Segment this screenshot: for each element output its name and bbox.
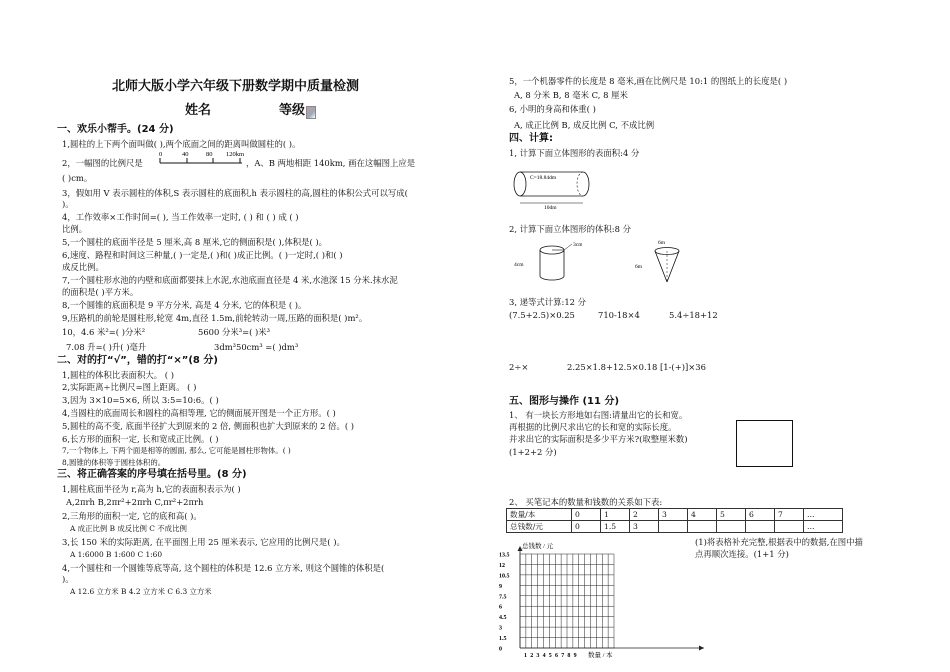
s5-question-1c: 并求出它的实际面积是多少平方米?(取整厘米数) (509, 434, 688, 444)
scale-tick-40: 40 (182, 151, 189, 158)
table-cell (717, 521, 746, 533)
s1-question-2a: 2，一幅图的比例尺是 (62, 158, 143, 168)
s1-question-8: 8,一个圆锥的底面积是 9 平方分米, 高是 4 分米, 它的体积是 ( )。 (62, 300, 307, 310)
table-row (507, 521, 843, 533)
cylinder-circumference-label: C=18.84dm (530, 175, 557, 181)
grid-xtick-label: 9 (573, 653, 577, 659)
grid-xtick-label: 6 (555, 653, 558, 659)
s1-question-5: 5,一个圆柱的底面半径是 5 厘米,高 8 厘米,它的侧面积是( ),体积是( )。 (62, 237, 328, 247)
cone-height-label: 6m (635, 264, 643, 270)
table-cell: 2 (630, 509, 659, 521)
s3-question-3: 3,长 150 米的实际距离, 在平面图上用 25 厘米表示, 它应用的比例尺是( )。 (62, 537, 345, 547)
table-cell: 0 (572, 521, 601, 533)
s5-note-2: 点再顺次连接。(1+1 分) (695, 549, 789, 559)
grid-xtick-label: 2 (530, 653, 534, 659)
s1-question-3b: )。 (62, 199, 74, 209)
s3-question-4a: 4,一个圆柱和一个圆锥等底等高, 这个圆柱的体积是 12.6 立方米, 则这个圆锥的体积是( (62, 563, 385, 573)
s3-question-4-options: A 12.6 立方米 B 4.2 立方米 C 6.3 立方米 (70, 587, 212, 596)
s2-item-6: 6,长方形的面积一定, 长和宽成正比例。( ) (62, 434, 219, 444)
s1-question-10b: 5600 分米³=( )米³ (198, 327, 271, 337)
s2-item-4: 4,当圆柱的底面周长和圆柱的高相等理, 它的侧面展开图是一个正方形。( ) (62, 408, 336, 418)
short-cylinder-figure-icon (512, 238, 582, 288)
s2-item-1: 1,圆柱的体积比表面积大。 ( ) (62, 370, 174, 380)
table-cell: 总钱数/元 (507, 521, 572, 533)
expression-6: [1-(+)]×36 (660, 362, 706, 372)
s5-question-1b: 再根据的比例尺求出它的长和宽的实际长度。 (509, 422, 677, 432)
x-axis-arrow-icon (699, 646, 704, 651)
grade-label: 等级 (279, 103, 306, 118)
grid-xlabel: 数量 / 本 (588, 652, 613, 659)
s5-question-2: 2、 买笔记本的数量和钱数的关系如下表: (509, 497, 663, 507)
table-cell: 4 (688, 509, 717, 521)
table-cell: 3 (659, 509, 688, 521)
s1-question-4b: 比例。 (62, 224, 88, 234)
cylinder-length-label: 10dm (544, 205, 557, 211)
expression-4: 2÷× (509, 362, 529, 372)
grid-ytick-label: 13.5 (499, 552, 510, 559)
grid-ytick-label: 4.5 (499, 615, 507, 622)
table-cell (746, 521, 775, 533)
s3-question-5: 5，一个机器零件的长度是 8 毫米,画在比例尺是 10:1 的图纸上的长度是( ) (509, 76, 788, 86)
s3-question-4b: )。 (62, 574, 74, 584)
section-3-heading: 三、将正确答案的序号填在括号里。(8 分) (57, 469, 247, 480)
short-cylinder-radius-label: 3cm (573, 242, 582, 248)
table-cell: 数量/本 (507, 509, 572, 521)
table-cell (775, 521, 804, 533)
table-cell: 1 (601, 509, 630, 521)
short-cylinder-height-label: 4cm (514, 262, 524, 268)
table-cell: 0 (572, 509, 601, 521)
s1-question-7a: 7,一个圆柱形水池的内壁和底面都要抹上水泥,水池底面直径是 4 米,水池深 15 分米.抹水泥 (62, 275, 398, 285)
grid-ytick-label: 6 (499, 604, 502, 611)
table-cell: 7 (775, 509, 804, 521)
scale-tick-80: 80 (206, 151, 213, 158)
grid-xtick-label: 8 (567, 653, 571, 659)
grid-ytick-label: 12 (499, 562, 505, 569)
s2-item-5: 5,圆柱的高不变, 底面半径扩大到原来的 2 倍, 侧面积也扩大到原来的 2 倍。( ) (62, 421, 355, 431)
table-cell: 3 (630, 521, 659, 533)
s4-question-3: 3, 递等式计算:12 分 (509, 297, 587, 307)
expression-5: 2.25×1.8+12.5×0.18 (567, 362, 658, 372)
s2-item-8: 8,圆锥的体积等于圆柱体积的。 (62, 458, 166, 467)
cone-diameter-label: 6m (658, 240, 666, 246)
small-picture-icon (306, 106, 316, 119)
scale-tick-120: 120km (226, 151, 245, 158)
expression-2: 710-18×4 (598, 310, 640, 320)
s3-question-2-options: A 成正比例 B 成反比例 C 不成比例 (70, 524, 187, 533)
s5-note-1: (1)将表格补充完整,根据表中的数据,在图中描 (695, 537, 863, 547)
s3-question-1: 1,圆柱底面半径为 r,高为 h,它的表面积表示为( ) (62, 484, 241, 494)
scale-bar-icon (150, 149, 250, 169)
grid-ytick-label: 0 (499, 646, 502, 653)
s3-question-3-options: A 1:6000 B 1:600 C 1:60 (70, 550, 163, 559)
s1-question-9: 9,压路机的前轮是圆柱形,轮宽 4m,直径 1.5m,前轮转动一周,压路的面积是( )m²。 (62, 313, 368, 323)
grid-ytick-label: 1.5 (499, 636, 507, 643)
s1-question-10a: 10，4.6 米²=( )分米² (62, 327, 146, 337)
grid-xtick-label: 3 (536, 653, 540, 659)
s1-question-2b: ，A、B 两地相距 140km, 画在这幅图上应是 (246, 158, 416, 168)
table-cell: 5 (717, 509, 746, 521)
s1-question-10d: 3dm³50cm³ =( )dm³ (214, 342, 299, 352)
s1-question-6b: 成反比例。 (62, 262, 104, 272)
s4-question-2: 2, 计算下面立体图形的体积:8 分 (509, 224, 631, 234)
s1-question-4a: 4，工作效率×工作时间=( ), 当工作效率一定时, ( ) 和 ( ) 成 ( ) (62, 212, 299, 222)
s1-question-10c: 7.08 升=( )升( )毫升 (66, 342, 147, 352)
table-cell: 1.5 (601, 521, 630, 533)
cylinder-figure-icon (508, 166, 598, 211)
table-cell: … (804, 509, 843, 521)
grid-ytick-label: 9 (499, 583, 502, 590)
table-cell (659, 521, 688, 533)
expression-3: 5.4÷18+12 (669, 310, 718, 320)
table-row (507, 509, 843, 521)
s3-question-5-options: A, 8 分米 B, 8 毫米 C, 8 厘米 (514, 90, 628, 100)
rectangle-plot-figure (736, 420, 793, 467)
grid-chart[interactable] (494, 538, 714, 662)
table-cell: … (804, 521, 843, 533)
s3-question-6-options: A, 成正比例 B, 成反比例 C, 不成比例 (514, 120, 655, 130)
grid-ylabel: 总钱数 / 元 (522, 543, 554, 550)
section-4-heading: 四、计算: (509, 133, 553, 144)
s2-item-3: 3,因为 3×10=5×6, 所以 3:5=10:6。( ) (62, 395, 219, 405)
page-title: 北师大版小学六年级下册数学期中质量检测 (112, 79, 360, 94)
s2-item-7: 7,一个物体上, 下两个面是相等的圆面, 那么, 它可能是圆柱形物体。( ) (62, 446, 291, 455)
cone-figure-icon (632, 238, 692, 288)
s1-question-2c: ( )cm。 (62, 173, 93, 183)
s1-question-6a: 6,速度、路程和时间这三种量,( )一定是,( )和( )成正比例。( )一定时,( )和( ) (62, 250, 343, 260)
s5-question-1d: (1+2+2 分) (509, 447, 557, 457)
scale-tick-0: 0 (159, 151, 163, 158)
section-1-heading: 一、欢乐小帮手。(24 分) (57, 124, 174, 135)
grid-xtick-label: 1 (524, 653, 527, 659)
grid-ytick-label: 3 (499, 625, 502, 632)
s5-question-1a: 1、 有一块长方形地如右图:请量出它的长和宽。 (509, 410, 688, 420)
s3-question-1-options: A,2πrh B,2πr²+2πrh C,πr²+2πrh (66, 497, 204, 507)
section-2-heading: 二、对的打“√”，错的打“×”(8 分) (57, 355, 218, 366)
grid-xtick-label: 7 (561, 653, 565, 659)
table-cell: 6 (746, 509, 775, 521)
s1-question-3a: 3，假如用 V 表示圆柱的体积,S 表示圆柱的底面积,h 表示圆柱的高,圆柱的体积公式可以写成( (62, 188, 408, 198)
notebook-price-table (506, 508, 843, 533)
s3-question-2: 2,三角形的面积一定, 它的底和高( )。 (62, 511, 202, 521)
s4-question-1: 1, 计算下面立体图形的表面积:4 分 (509, 148, 640, 158)
s3-question-6: 6, 小明的身高和体重( ) (509, 104, 596, 114)
section-5-heading: 五、图形与操作 (11 分) (509, 396, 620, 407)
grid-xtick-label: 4 (542, 653, 546, 659)
name-label: 姓名 (185, 103, 212, 118)
s1-question-7b: 的面积是( )平方米。 (62, 287, 139, 297)
s2-item-2: 2,实际距离÷比例尺=图上距离。 ( ) (62, 382, 197, 392)
s1-question-1: 1,圆柱的上下两个面叫做( ),两个底面之间的距离叫做圆柱的( )。 (62, 139, 301, 149)
grid-ytick-label: 10.5 (499, 573, 510, 580)
grid-ytick-label: 7.5 (499, 594, 507, 601)
expression-1: (7.5+2.5)×0.25 (509, 310, 575, 320)
table-cell (688, 521, 717, 533)
grid-xtick-label: 5 (548, 653, 552, 659)
